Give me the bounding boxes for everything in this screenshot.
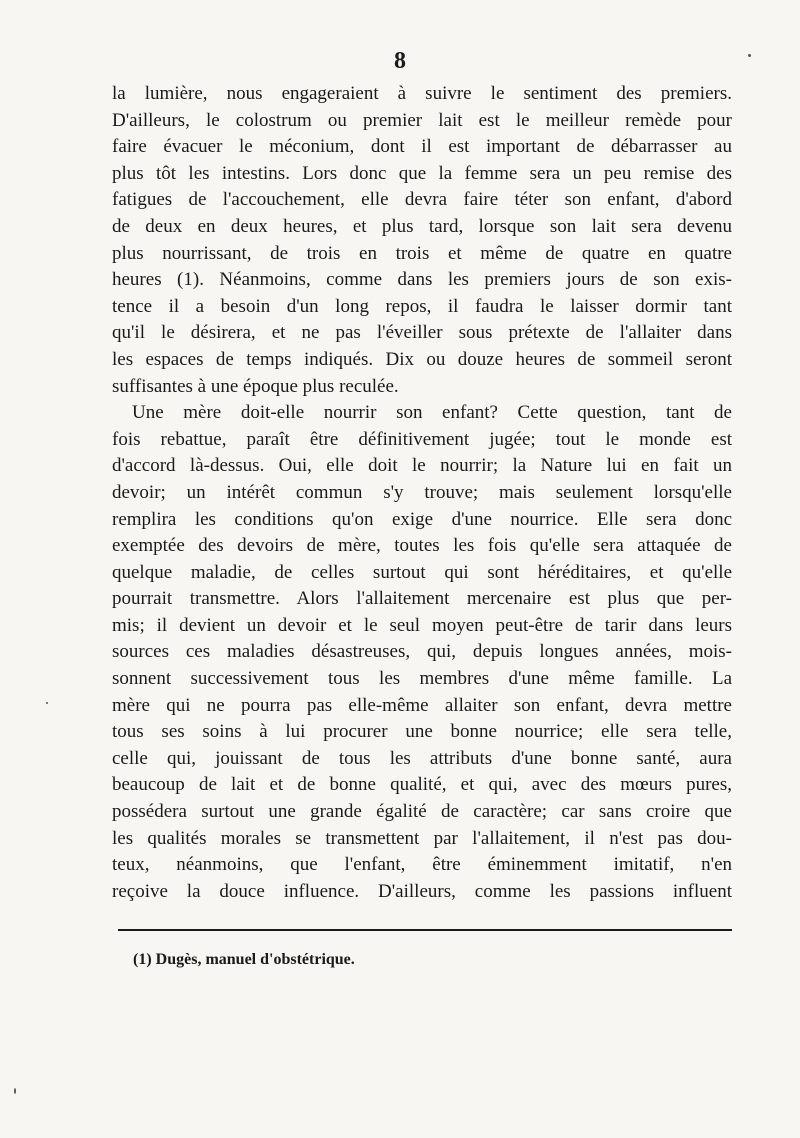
text-line: Une mère doit-elle nourrir son enfant? Cette question, tant de <box>132 402 732 424</box>
text-line: devoir; un intérêt commun s'y trouve; mais seulement lorsqu'elle <box>112 481 732 503</box>
text-line: qu'il le désirera, et ne pas l'éveiller sous prétexte de l'allaiter dans <box>112 322 732 344</box>
text-line: plus tôt les intestins. Lors donc que la femme sera un peu remise des <box>112 162 732 184</box>
text-line: fois rebattue, paraît être définitivement jugée; tout le monde est <box>112 428 732 450</box>
text-line: sonnent successivement tous les membres d'une même famille. La <box>112 668 732 690</box>
paper-speck <box>46 702 48 704</box>
text-line: sources ces maladies désastreuses, qui, depuis longues années, mois- <box>112 641 732 663</box>
text-line: pourrait transmettre. Alors l'allaitement mercenaire est plus que per- <box>112 588 732 610</box>
text-line: beaucoup de lait et de bonne qualité, et qui, avec des mœurs pures, <box>112 774 732 796</box>
text-line: heures (1). Néanmoins, comme dans les premiers jours de son exis- <box>112 269 732 291</box>
text-line: mis; il devient un devoir et le seul moyen peut-être de tarir dans leurs <box>112 614 732 636</box>
text-line: teux, néanmoins, que l'enfant, être éminemment imitatif, n'en <box>112 854 732 876</box>
footnote-separator <box>118 929 732 931</box>
text-line: de deux en deux heures, et plus tard, lorsque son lait sera devenu <box>112 215 732 237</box>
paper-speck <box>14 1088 16 1094</box>
text-line: d'accord là-dessus. Oui, elle doit le nourrir; la Nature lui en fait un <box>112 455 732 477</box>
text-line: reçoive la douce influence. D'ailleurs, comme les passions influent <box>112 880 732 902</box>
text-line: mère qui ne pourra pas elle-même allaiter son enfant, devra mettre <box>112 694 732 716</box>
text-line: les espaces de temps indiqués. Dix ou douze heures de sommeil seront <box>112 348 732 370</box>
body-text <box>112 81 732 905</box>
text-line: D'ailleurs, le colostrum ou premier lait est le meilleur remède pour <box>112 109 732 131</box>
text-line: suffisantes à une époque plus reculée. <box>112 375 399 397</box>
text-line: tence il a besoin d'un long repos, il faudra le laisser dormir tant <box>112 295 732 317</box>
text-line: exemptée des devoirs de mère, toutes les fois qu'elle sera attaquée de <box>112 535 732 557</box>
footnote: (1) Dugès, manuel d'obstétrique. <box>133 951 355 968</box>
text-line: les qualités morales se transmettent par l'allaitement, il n'est pas dou- <box>112 827 732 849</box>
page-number: 8 <box>394 48 406 74</box>
text-line: fatigues de l'accouchement, elle devra faire téter son enfant, d'abord <box>112 189 732 211</box>
paper-speck <box>748 54 751 57</box>
text-line: la lumière, nous engageraient à suivre le sentiment des premiers. <box>112 83 732 104</box>
text-line: remplira les conditions qu'on exige d'une nourrice. Elle sera donc <box>112 508 732 530</box>
text-line: possédera surtout une grande égalité de caractère; car sans croire que <box>112 801 732 823</box>
text-line: celle qui, jouissant de tous les attributs d'une bonne santé, aura <box>112 747 732 769</box>
text-line: plus nourrissant, de trois en trois et même de quatre en quatre <box>112 242 732 264</box>
text-line: quelque maladie, de celles surtout qui sont héréditaires, et qu'elle <box>112 561 732 583</box>
text-line: tous ses soins à lui procurer une bonne nourrice; elle sera telle, <box>112 721 732 743</box>
text-line: faire évacuer le méconium, dont il est important de débarrasser au <box>112 136 732 158</box>
